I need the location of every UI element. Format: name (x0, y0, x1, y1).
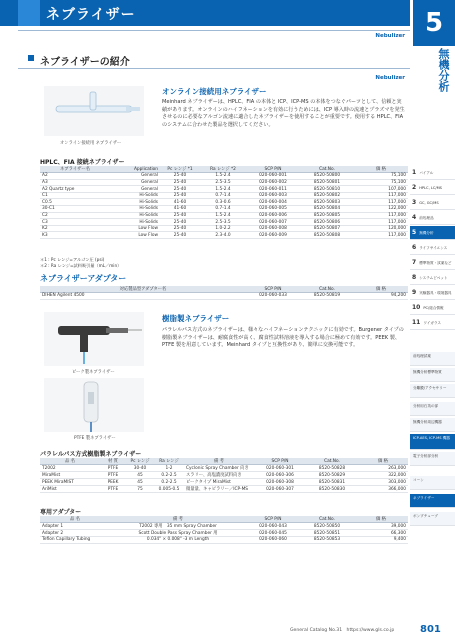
sidebar-section-item[interactable]: 無機分析標準物質 (410, 368, 455, 382)
table-cell: Adapter 1 (40, 523, 110, 530)
sidebar-item-number: 11 (412, 319, 421, 326)
col-header: 対応製品型アダプター名 (40, 286, 246, 293)
table-cell: 8520-50850 (300, 523, 354, 530)
table-row (40, 293, 408, 300)
table-cell: 41-60 (160, 199, 200, 206)
sidebar-section-item[interactable]: ネブライザー (410, 494, 455, 508)
table-cell: 020-060-301 (254, 465, 306, 472)
online-nebulizer-image (44, 86, 144, 136)
hplc-nebulizer-table (40, 166, 408, 239)
table-cell: 8520-50802 (300, 192, 354, 199)
table-cell: 020-060-060 (246, 537, 300, 544)
col-header: 備 考 (184, 458, 254, 465)
table-cell: 020-060-306 (254, 472, 306, 479)
col-header: 備 考 (110, 516, 246, 523)
sidebar-item[interactable] (410, 196, 455, 210)
sidebar-item-number: 3 (412, 199, 417, 206)
table-cell: 020-060-006 (246, 212, 300, 219)
table-cell: 8520-50806 (300, 219, 354, 226)
note-line: ＊2 : Ra レンジ=試料吸引量（mL／min） (40, 263, 122, 268)
table-cell: 8520-50853 (300, 537, 354, 544)
table-row (40, 173, 408, 180)
table-cell: A2 (40, 173, 110, 180)
adapter-section-title: ネブライザーアダプター (40, 274, 127, 283)
col-header: Ra レンジ (154, 458, 184, 465)
table-cell: 117,000 (354, 232, 408, 239)
table-cell: 020-060-045 (246, 530, 300, 537)
table-cell: 117,000 (354, 199, 408, 206)
online-image-caption: オンライン接続用 ネブライザー (60, 141, 122, 146)
resin-heading: 樹脂製ネブライザー (162, 314, 230, 323)
table-row (40, 212, 408, 219)
table-cell: Adapter 2 (40, 530, 110, 537)
table-cell: 020-060-011 (246, 186, 300, 193)
online-heading: オンライン接続用ネブライザー (162, 87, 267, 96)
table-cell: 366,000 (358, 486, 408, 493)
table-cell: 1.5-2.4 (200, 173, 246, 180)
ptfe-nebulizer-image (44, 378, 144, 432)
table-cell: 45 (126, 472, 154, 479)
intro-title: ネブライザーの紹介 (40, 53, 130, 68)
table-cell: スラリー、高塩濃度試料向き (184, 472, 254, 479)
table-cell: 263,000 (358, 465, 408, 472)
col-header: Ra レンジ *2 (200, 166, 246, 173)
table-cell: T2002 (40, 465, 100, 472)
table-row (40, 472, 408, 479)
sidebar-item-number: 8 (412, 274, 417, 281)
table-cell: 107,000 (354, 186, 408, 193)
table-cell: Hi-Solids (110, 199, 160, 206)
table-cell: A2 Quartz type (40, 186, 110, 193)
sidebar-section-item[interactable]: 電子分析部分析 (410, 452, 455, 466)
table-row (40, 199, 408, 206)
sidebar-item-label: 前処理品 (419, 216, 434, 220)
adapter-table (40, 286, 408, 300)
table-cell: Hi-Solids (110, 212, 160, 219)
table-cell: ピークタイプ MiraMist (184, 479, 254, 486)
col-header: Pc レンジ (126, 458, 154, 465)
table-cell: 94,200 (354, 293, 408, 300)
table-cell: 0.034" × 0.008" -3 m Length (110, 537, 246, 544)
table-cell: 9,400 (354, 537, 408, 544)
table-cell: 8520-50803 (300, 199, 354, 206)
sidebar-item-label: 実験器具・環境器具 (419, 291, 452, 295)
sidebar-section-item[interactable]: 分析用石英の部 (410, 402, 455, 416)
table-row (40, 537, 408, 544)
table-cell: 020-060-307 (254, 486, 306, 493)
table-cell: 020-060-003 (246, 192, 300, 199)
col-header: 価 格 (358, 458, 408, 465)
table-cell: C3 (40, 219, 110, 226)
sidebar-item[interactable] (410, 241, 455, 255)
table-cell: MiraMist (40, 472, 100, 479)
sidebar-item-label: GC, GC/MS (419, 201, 439, 205)
table-cell: 2.5-3.5 (200, 219, 246, 226)
table-cell: PEEK (100, 479, 126, 486)
intro-subtitle: Nebulizer (375, 75, 405, 81)
table-cell: 8520-50830 (306, 486, 358, 493)
table-row (40, 232, 408, 239)
table-cell: 020-060-005 (246, 206, 300, 213)
col-header: SCP P/N (246, 516, 300, 523)
table-row (40, 179, 408, 186)
footer-url[interactable]: https://www.gls.co.jp (346, 628, 395, 633)
table-cell: PEEK MiraMIST (40, 479, 100, 486)
table-cell: Hi-Solids (110, 192, 160, 199)
table-cell: 1-2 (154, 465, 184, 472)
col-header: 材 質 (100, 458, 126, 465)
header-accent (18, 0, 40, 26)
table-cell: 45 (126, 479, 154, 486)
table-cell: General (110, 186, 160, 193)
sidebar-item-label: HPLC, LC/MS (419, 186, 442, 190)
table-cell: 8520-50831 (306, 479, 358, 486)
table-cell: 75,100 (354, 179, 408, 186)
table-cell: 25-40 (160, 173, 200, 180)
divider (18, 68, 410, 69)
sidebar-section-item[interactable]: ICP-AES, ICP-MS 機器 (410, 434, 455, 450)
table-cell: 8520-50819 (300, 293, 354, 300)
table-cell: C0.5 (40, 199, 110, 206)
table-cell: 25-40 (160, 212, 200, 219)
sidebar-item-label: PC/総合情報 (423, 306, 444, 310)
table-cell: 020-060-001 (246, 173, 300, 180)
col-header: SCP P/N (254, 458, 306, 465)
table-cell: 8520-50851 (300, 530, 354, 537)
sidebar-item[interactable] (410, 286, 455, 300)
chapter-number: 5 (413, 0, 455, 46)
table-cell: 25-40 (160, 219, 200, 226)
table-cell: 75 (126, 486, 154, 493)
page-title: ネブライザー (46, 7, 136, 23)
parallel-path-table (40, 458, 408, 493)
note-line: ＊1 : Pc レンジ=アルゴン圧 (psi) (40, 257, 105, 262)
table-cell: 39,000 (354, 523, 408, 530)
table-cell: T2002 専用 35 mm Spray Chamber (110, 523, 246, 530)
col-header: Application (110, 166, 160, 173)
table-cell: 322,000 (358, 472, 408, 479)
col-header: Cat.No. (306, 458, 358, 465)
col-header: SCP P/N (246, 166, 300, 173)
table-cell: 8520-50807 (300, 225, 354, 232)
table-cell: 8520-50828 (306, 465, 358, 472)
col-header: 価 格 (354, 286, 408, 293)
table-cell: 0.2-2.5 (154, 472, 184, 479)
col-header: 品 名 (40, 516, 110, 523)
page-header (0, 0, 410, 26)
table-cell: Low Flow (110, 232, 160, 239)
page-number: 801 (420, 624, 441, 635)
table-cell: PTFE (100, 472, 126, 479)
sidebar-section-item[interactable]: 無機分析周辺機器 (410, 418, 455, 432)
sidebar-item-label: 標準物質・試薬など (419, 261, 452, 265)
table-cell: AriMist (40, 486, 100, 493)
sidebar-item[interactable] (410, 271, 455, 285)
sidebar-item-label: 無機分析 (419, 231, 434, 235)
table-row (40, 225, 408, 232)
table-cell: 117,000 (354, 212, 408, 219)
table-cell: 117,000 (354, 192, 408, 199)
table-row (40, 186, 408, 193)
sidebar-item-label: バイアル (419, 171, 434, 175)
col-header: 価 格 (354, 516, 408, 523)
sidebar-item-label: システムピペット (419, 276, 448, 280)
peek-nebulizer-image (44, 312, 144, 366)
sidebar-item[interactable] (410, 166, 455, 180)
table-cell: 2.5-3.5 (200, 179, 246, 186)
sidebar-section-item[interactable]: コーン (410, 476, 455, 490)
table-cell: 8520-50829 (306, 472, 358, 479)
table-cell: 303,000 (358, 479, 408, 486)
table-cell: 30-40 (126, 465, 154, 472)
table-cell: 2.3-4.0 (200, 232, 246, 239)
online-description: Meinhard ネブライザーは、HPLC、FIA の本体と ICP、ICP-MS の本体をつなぐパーツとして、信頼と実績があります。オンラインのハイフネーションを有効に行うためには、ICP 導入時の流速とプラズマを発生させるのに必要なアルゴン流速に適合したネブライザーを使用することが重要です。使用する HPLC、FIA のシステムに合わせた製品を選択してください。 (162, 99, 405, 128)
table-cell: 122,000 (354, 206, 408, 213)
table-cell: 微量量、キャピラリー／ICP-MS (184, 486, 254, 493)
table-row (40, 206, 408, 213)
resin-description: パラレルパス方式のネブライザーは、様々なハイフネーションテクニックに有効です。Burgener タイプの樹脂製ネブライザーは、耐腐食性が高く、腐食性試料溶液を導入する場合に極めて有効です。PEEK 製、PTFE 製を用意しています。Meinhard タイプと互換性があり、簡単に交換可能です。 (162, 327, 404, 349)
table-cell: 117,000 (354, 219, 408, 226)
sidebar-section-item[interactable]: 分離膜/アクセサリー (410, 384, 455, 398)
table-cell: Hi-Solids (110, 219, 160, 226)
table-cell: PTFE (100, 486, 126, 493)
table-cell: 25-40 (160, 179, 200, 186)
table-row (40, 523, 408, 530)
table-cell: General (110, 173, 160, 180)
sidebar-item-number: 7 (412, 259, 417, 266)
sidebar-item-number: 10 (412, 304, 421, 311)
sidebar-section-item[interactable]: 前処理試薬 (410, 352, 455, 366)
peek-image-caption: ピーク製ネブライザー (72, 370, 115, 375)
col-header: Pc レンジ *1 (160, 166, 200, 173)
sidebar-item[interactable] (410, 316, 455, 330)
dedicated-table-title: 専用アダプター (40, 509, 82, 516)
table-cell: 8520-50804 (300, 206, 354, 213)
sidebar-item-label: ライフサイエンス (419, 246, 448, 250)
sidebar-item-number: 5 (412, 229, 417, 236)
table-cell: K3 (40, 232, 110, 239)
sidebar-item-number: 2 (412, 184, 417, 191)
table-cell: Low Flow (110, 225, 160, 232)
table-cell: 020-060-033 (246, 293, 300, 300)
table-cell: 75,100 (354, 173, 408, 180)
table-cell: Hi-Solids (110, 206, 160, 213)
table-cell: 8520-50808 (300, 232, 354, 239)
dedicated-adapter-table (40, 516, 408, 544)
table-cell: 0.7-1.4 (200, 206, 246, 213)
col-header: 品 名 (40, 458, 100, 465)
table-cell: 8520-50810 (300, 186, 354, 193)
table-cell: 1.5-2.4 (200, 212, 246, 219)
divider (18, 30, 410, 31)
table-cell: 0.3-0.6 (200, 199, 246, 206)
table-cell: 020-060-007 (246, 219, 300, 226)
page-subtitle: Nebulizer (375, 33, 405, 39)
table-cell: 0.7-1.4 (200, 192, 246, 199)
parallel-table-title: パラレルパス方式樹脂製ネブライザー (40, 451, 142, 458)
table-cell: 8520-50805 (300, 212, 354, 219)
table-cell: 020-060-004 (246, 199, 300, 206)
col-header: ネブライザー名 (40, 166, 110, 173)
sidebar-item[interactable] (410, 256, 455, 270)
col-header: SCP P/N (246, 286, 300, 293)
sidebar-item[interactable] (410, 181, 455, 195)
hplc-table-title: HPLC、FIA 接続ネブライザー (40, 159, 125, 166)
footer (290, 628, 394, 633)
table-cell: 66,300 (354, 530, 408, 537)
table-row (40, 219, 408, 226)
chapter-label: 無機分析 (437, 48, 450, 92)
table-cell: 1.5-2.4 (200, 186, 246, 193)
table-cell: 020-060-008 (246, 225, 300, 232)
table-row (40, 530, 408, 537)
table-cell: 1.0-2.2 (200, 225, 246, 232)
sidebar-item-number: 4 (412, 214, 417, 221)
table-cell: A3 (40, 179, 110, 186)
table-cell: 020-060-009 (246, 232, 300, 239)
table-cell: 25-40 (160, 186, 200, 193)
table-cell: 020-060-002 (246, 179, 300, 186)
sidebar-item[interactable] (410, 301, 455, 315)
sidebar-item[interactable] (410, 211, 455, 225)
table-cell: 0.005-0.5 (154, 486, 184, 493)
col-header: Cat.No. (300, 286, 354, 293)
col-header: Cat.No. (300, 516, 354, 523)
table-cell: Cyclonic Spray Chamber 向き (184, 465, 254, 472)
table-cell: 25-40 (160, 192, 200, 199)
table-cell: PTFE (100, 465, 126, 472)
sidebar-section-item[interactable]: ポンプチューブ (410, 512, 455, 526)
table-cell: 30-C1 (40, 206, 110, 213)
table-cell: K2 (40, 225, 110, 232)
table-cell: DIHEN Agilent 4500 (40, 293, 246, 300)
ptfe-image-caption: PTFE 製ネブライザー (74, 436, 116, 441)
table-cell: 41-60 (160, 206, 200, 213)
table-notes (40, 257, 121, 269)
table-row (40, 465, 408, 472)
sidebar-item-label: ワイガラス (423, 321, 442, 325)
table-cell: Scott Double Pass Spray Chamber 用 (110, 530, 246, 537)
col-header: 価 格 (354, 166, 408, 173)
table-row (40, 486, 408, 493)
table-cell: C2 (40, 212, 110, 219)
table-cell: General (110, 179, 160, 186)
sidebar-item-number: 9 (412, 289, 417, 296)
catalog-name: General Catalog No.31 (290, 628, 343, 633)
table-row (40, 479, 408, 486)
table-cell: 0.2-2.5 (154, 479, 184, 486)
table-row (40, 192, 408, 199)
table-cell: 120,000 (354, 225, 408, 232)
table-cell: 25-40 (160, 225, 200, 232)
table-cell: 25-40 (160, 232, 200, 239)
table-cell: 020-060-308 (254, 479, 306, 486)
table-cell: C1 (40, 192, 110, 199)
table-cell: 020-060-043 (246, 523, 300, 530)
table-cell: Teflon Capillary Tubing (40, 537, 110, 544)
sidebar-item-number: 1 (412, 169, 417, 176)
col-header: Cat.No. (300, 166, 354, 173)
table-cell: 8520-50800 (300, 173, 354, 180)
sidebar-item[interactable] (410, 226, 455, 240)
sidebar-item-number: 6 (412, 244, 417, 251)
table-cell: 8520-50801 (300, 179, 354, 186)
